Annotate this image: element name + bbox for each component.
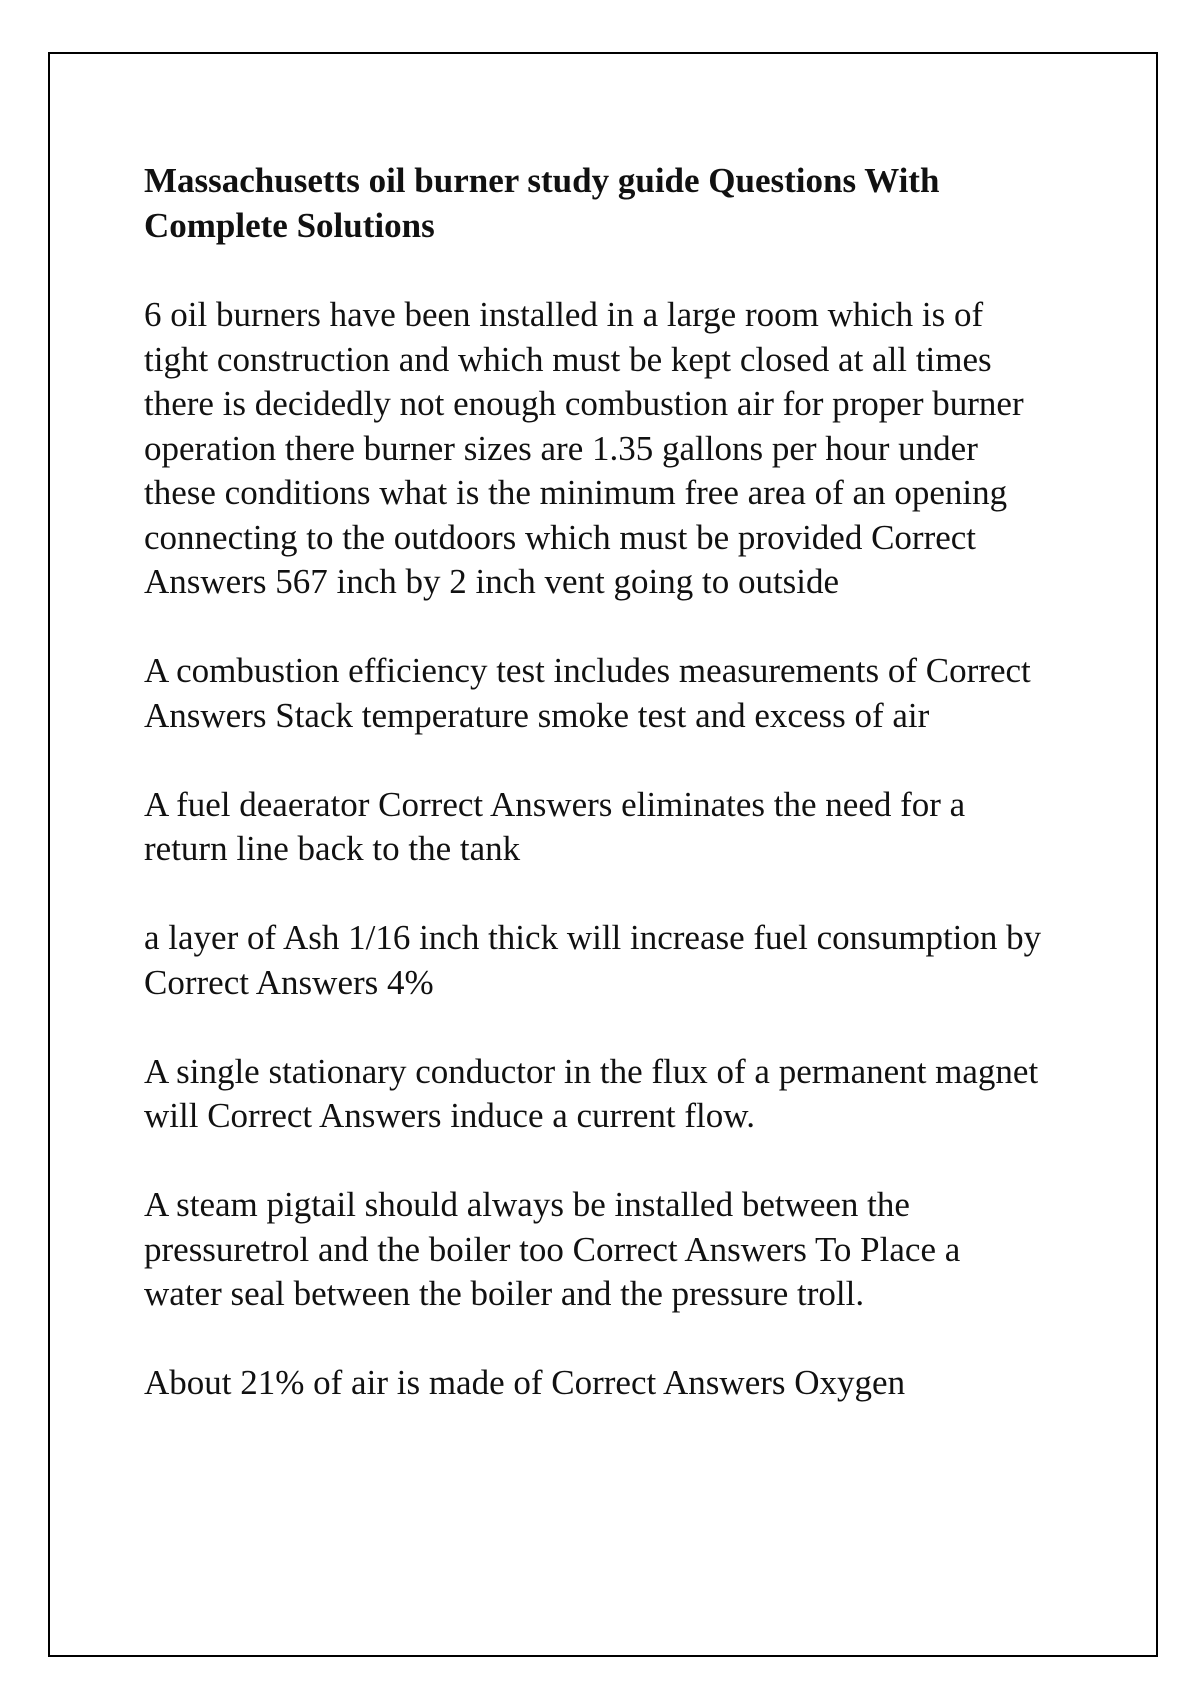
question-paragraph: a layer of Ash 1/16 inch thick will increase fuel consumption by Correct Answers 4% <box>144 918 1042 1002</box>
document-title: Massachusetts oil burner study guide Questions With Complete Solutions <box>144 161 940 245</box>
document-body <box>144 158 1104 1450</box>
question-paragraph: A steam pigtail should always be installed between the pressuretrol and the boiler too Correct Answers To Place a water seal between the boiler and the pressure troll. <box>144 1185 961 1313</box>
question-paragraph: A combustion efficiency test includes measurements of Correct Answers Stack temperature smoke test and excess of air <box>144 651 1031 735</box>
question-paragraph: 6 oil burners have been installed in a large room which is of tight construction and which must be kept closed at all times there is decidedly not enough combustion air for proper burner operation there burner sizes are 1.35 gallons per hour under these conditions what is the minimum free area of an opening connecting to the outdoors which must be provided Correct Answers 567 inch by 2 inch vent going to outside <box>144 295 1024 601</box>
document-page <box>48 52 1158 1657</box>
question-paragraph: A fuel deaerator Correct Answers eliminates the need for a return line back to the tank <box>144 784 966 868</box>
question-paragraph: A single stationary conductor in the flux of a permanent magnet will Correct Answers induce a current flow. <box>144 1051 1039 1135</box>
question-paragraph: About 21% of air is made of Correct Answers Oxygen <box>144 1363 906 1402</box>
